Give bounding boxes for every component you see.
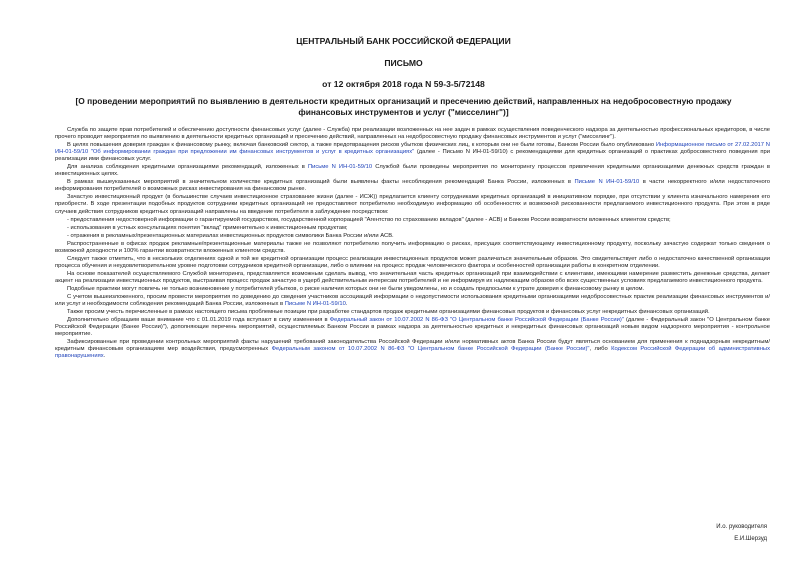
document-type: ПИСЬМО <box>384 58 423 68</box>
bullet-2: - использования в устных консультациях понятия "вклад" применительно к инвестиционным продуктам; <box>67 224 348 231</box>
letter-link[interactable]: Письме N ИН-01-59/10 <box>574 179 640 186</box>
paragraph-13-text: Зафиксированные при проведении контрольных мероприятий факты нарушений требований законодательства Российской Федерации и/или нормативных актов Банка России будут являться основанием для применения к поднадзорным некредитным/кредитным финансовым организациям мер воздействия, предусмотренных <box>55 339 770 353</box>
bullet-1: - предоставления недостоверной информации о гарантируемой государством, государственной корпорацией "Агентство по страхованию вкладов" (далее - АСВ) и Банком России возвратности вложенных клиентом средств; <box>67 216 671 223</box>
paragraph-8: На основе показателей осуществляемого Службой мониторинга, представляется возможным сделать вывод, что значительная часть кредитных организаций при взаимодействии с клиентами, имеющими намерение разместить денежные средства, делает акцент на реализации инвестиционных продуктов, выстраивая процесс продаж зачастую в ущерб действительным интересам потребителей и не информируя их надлежащим образом обо всех существенных условиях предлагаемого инвестиционного продукта. <box>55 270 770 284</box>
document-title-line1: [О проведении мероприятий по выявлению в деятельности кредитных организаций и пресечению действий, направленных на недобросовестную продажу <box>75 96 732 106</box>
info-letter-link[interactable]: Информационное письмо от 27.02.2017 N ИН-01-59/10 "Об информировании граждан при предложении им финансовых инструментов и услуг в кредитных организациях" <box>55 142 770 156</box>
federal-law-link[interactable]: Федеральным законом от 10.07.2002 N 86-ФЗ "О Центральном банке Российской Федерации (Банке России)" <box>271 346 590 353</box>
paragraph-6: Распространенные в офисах продаж рекламные/презентационные материалы также не позволяют потребителю получить информацию о рисках, присущих соответствующему инвестиционному продукту, поскольку зачастую содержат только сведения о возможной доходности и 100% гарантии возвратности вложенных клиентом средств. <box>55 240 770 254</box>
bullet-3: - отражения в рекламных/презентационных материалах инвестиционных продуктов символики Банка России и/или АСВ. <box>67 232 394 239</box>
paragraph-4 <box>55 179 770 193</box>
admin-code-link[interactable]: Кодексом Российской Федерации об административных правонарушениях <box>55 346 770 360</box>
paragraph-2-text: В целях повышения доверия граждан к финансовому рынку, включая банковский сектор, а также предотвращения рисков убытков физических лиц, к которым они не были готовы, Банком России было опубликовано <box>67 142 656 149</box>
signatory-name: Е.И.Шерзуд <box>734 536 767 542</box>
document-number-date: от 12 октября 2018 года N 59-3-5/72148 <box>322 79 485 89</box>
paragraph-10-text: С учетом вышеизложенного, просим провести мероприятия по доведению до сведения участников ассоциаций информации о недопустимости использования кредитными организациями недобросовестных практик реализации финансовых инструментов и/или услуг и необходимости соблюдения рекомендаций Банка России, изложенных в <box>55 294 770 308</box>
paragraph-7: Следует также отметить, что в нескольких отделениях одной и той же кредитной организации процесс реализации инвестиционных продуктов может различаться значительным образом. Это свидетельствует либо о недостаточно качественной организации процесса обучения и неудовлетворительном уровне подготовки сотрудников кредитной организации, либо о влиянии на процесс продаж человеческого фактора и особенностей организации работы в конкретном отделении. <box>55 255 770 269</box>
paragraph-12 <box>55 317 770 338</box>
document-title-line2: финансовых инструментов и услуг ("мисселинг")] <box>298 107 509 117</box>
signatory-position: И.о. руководителя <box>716 524 767 530</box>
paragraph-1: Служба по защите прав потребителей и обеспечению доступности финансовых услуг (далее - Служба) при реализации возложенных на нее задач в рамках осуществления поведенческого надзора за деятельностью профессиональных кредиторов, в числе прочего проводит мероприятия по выявлению в деятельности кредитных организаций и пресечению действий, направленных на недобросовестную продажу финансовых инструментов и услуг ("мисселинг"). <box>55 127 770 141</box>
federal-law-link[interactable]: Федеральный закон от 10.07.2002 N 86-ФЗ "О Центральном банке Российской Федерации (Банке России)" <box>329 317 624 324</box>
paragraph-5: Зачастую инвестиционный продукт (в большинстве случаев инвестиционное страхование жизни (далее - ИСЖ)) предлагается клиенту сотрудниками кредитных организаций в инициативном порядке, при отсутствии у клиента изначального намерения его приобрести. В ходе презентации подобных продуктов сотрудники кредитных организаций не предоставляют потребителю необходимую информацию об особенностях и возможной рискованности предлагаемого инвестиционного продукта. При этом в ряде случаев действия сотрудников кредитных организаций направлены на введение потребителя в заблуждение посредством: <box>55 194 770 215</box>
paragraph-3-text: Для анализа соблюдения кредитными организациями рекомендаций, изложенных в <box>67 164 308 171</box>
paragraph-4-text: В рамках вышеуказанных мероприятий в значительном количестве кредитных организаций были выявлены факты несоблюдения рекомендаций Банка России, изложенных в <box>67 179 575 186</box>
paragraph-13-text-end: . <box>103 353 106 360</box>
document-body <box>55 127 770 361</box>
document-title <box>0 96 807 118</box>
paragraph-2 <box>55 142 770 163</box>
paragraph-4-text-end: в части некорректного и/или недостаточного информирования потребителей о возможных рисках инвестирования на финансовом рынке. <box>55 179 770 193</box>
paragraph-13 <box>55 339 770 360</box>
letter-link[interactable]: Письме N ИН-01-59/10 <box>307 164 373 171</box>
paragraph-11: Также просим учесть перечисленные в рамках настоящего письма проблемные позиции при разработке стандартов продаж кредитными организациями финансовых продуктов и финансовых услуг некредитных финансовых организаций. <box>67 309 710 316</box>
paragraph-9: Подобные практики могут повлечь не только возникновение у потребителей убытков, о риске наличия которых они не были уведомлены, но и создать предпосылки к утрате доверия к финансовому рынку в целом. <box>67 285 645 292</box>
paragraph-10 <box>55 294 770 308</box>
paragraph-12-text-end: (далее - Федеральный закон "О Центральном банке Российской Федерации (Банке России)"), дополняющие перечень мероприятий, осуществляемых Банком России в рамках надзора за деятельностью кредитных и некредитных финансовых организаций новым видом надзорного мероприятия - контрольное мероприятие. <box>55 317 770 338</box>
paragraph-13-text-mid: , либо <box>589 346 612 353</box>
paragraph-3-text-end: Службой были проведены мероприятия по мониторингу процессов привлечения кредитными организациями денежных средств граждан в инвестиционных целях. <box>55 164 770 178</box>
paragraph-2-text-end: (далее - Письмо N ИН-01-59/10) с рекомендациями для кредитных организаций о практиках добросовестного поведения при реализации ими финансовых услуг. <box>55 149 770 163</box>
letter-link[interactable]: Письме N ИН-01-59/10 <box>284 301 346 308</box>
issuer-heading: ЦЕНТРАЛЬНЫЙ БАНК РОССИЙСКОЙ ФЕДЕРАЦИИ <box>296 36 511 46</box>
paragraph-12-text: Дополнительно обращаем ваше внимание что с 01.01.2019 года вступают в силу изменения в <box>67 317 330 324</box>
paragraph-10-text-end: . <box>345 301 348 308</box>
paragraph-3 <box>55 164 770 178</box>
